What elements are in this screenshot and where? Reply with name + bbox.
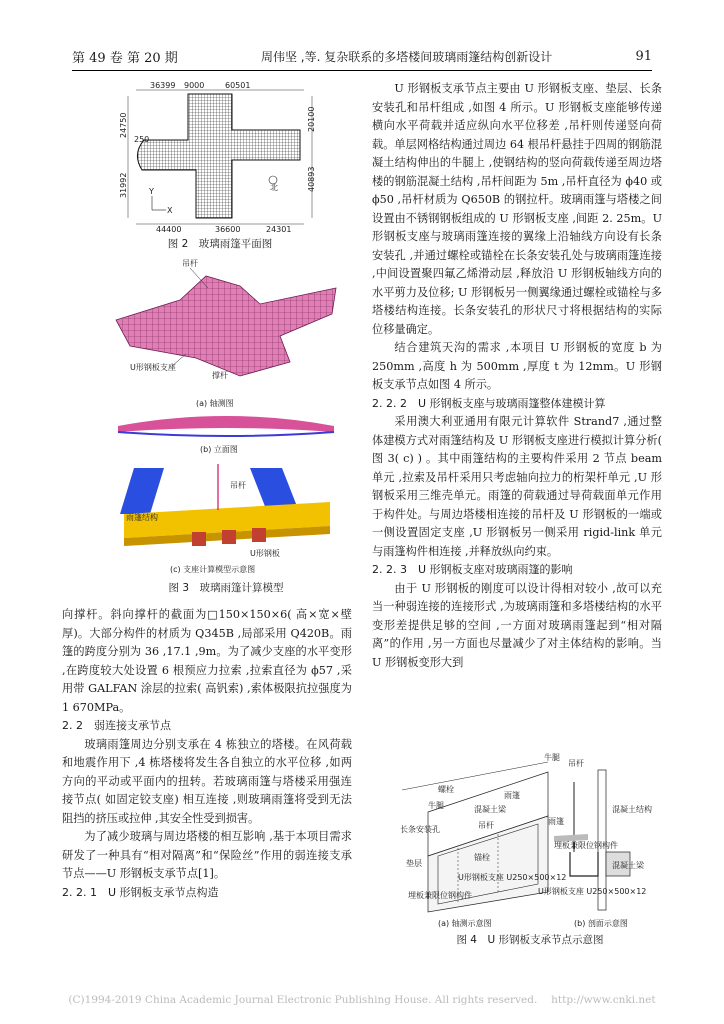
figure-4-caption: 图 4 U 形钢板支承节点示意图 — [456, 934, 604, 946]
fig4-label-14: U形钢板支座 U250×500×12 — [538, 887, 647, 896]
north-label: 北 — [270, 183, 278, 192]
axis-y-label: Y — [149, 187, 154, 196]
fig4-label-2: 螺栓 — [438, 785, 454, 794]
dim-right-2: 40893 — [307, 166, 316, 192]
fig4-label-6: 长条安装孔 — [400, 825, 440, 834]
fig4-label-5: 吊杆 — [478, 821, 494, 830]
left-column — [62, 606, 352, 902]
page-number: 91 — [635, 48, 652, 64]
dim-bot-3: 24301 — [266, 225, 292, 234]
label-u-plate: U形钢板 — [250, 549, 280, 558]
subcaption-c: (c) 支座计算模型示意图 — [170, 565, 256, 574]
label-diaogan: 吊杆 — [182, 259, 198, 268]
subcaption-b: (b) 立面图 — [200, 445, 238, 454]
right-paragraph-2: 结合建筑天沟的需求 ,本项目 U 形钢板的宽度 b 为 250mm ,高度 h 为 500mm ,厚度 t 为 12mm。U 形钢板支承节点如图 4 所示。 — [372, 341, 662, 391]
fig4-label-10: 埋板兼限位钢构件 — [408, 891, 472, 900]
fig4-label-1: 牛腿 — [544, 753, 560, 762]
fig4-subcaption-b: (b) 剖面示意图 — [574, 919, 628, 928]
subcaption-a: (a) 轴测图 — [196, 399, 234, 408]
dim-right-1: 20100 — [307, 106, 316, 132]
fig4-label-15: 混凝土梁 — [612, 861, 644, 870]
fig4-label-9: U形钢板支座 U250×500×12 — [458, 873, 567, 882]
fig4-label-11: 吊杆 — [568, 759, 584, 768]
right-paragraph-3: 采用澳大利亚通用有限元计算软件 Strand7 ,通过整体建模方式对雨篷结构及 U 形钢板支座进行模拟计算分析( 图 3( c) ) 。其中雨篷结构的主要构件采用 2 节点 beam 单元 ,拉索及吊杆采用只考虑轴向拉力的桁架杆单元 ,U 形钢板采用三维壳单元。雨篷的荷载通过导荷载面单元作用于构件处。与周边塔楼相连接的吊杆及 U 形钢板的一端或一侧设置固定支座 ,U 形钢板另一侧采用 rigid-link 单元与雨篷构件相连接 ,并释放纵向约束。 — [372, 415, 662, 558]
section-heading-2-2-2: 2. 2. 2 U 形钢板支座与玻璃雨篷整体建模计算 — [372, 396, 606, 410]
label-diaogan-2: 吊杆 — [230, 481, 246, 490]
copyright-footer: (C)1994-2019 China Academic Journal Electronic Publishing House. All rights reserved. http://www.cnki.net — [68, 994, 656, 1006]
fig4-label-13: 埋板兼限位钢构件 — [554, 841, 618, 850]
axis-x-label: X — [167, 206, 173, 215]
right-paragraph-4: 由于 U 形钢板的刚度可以设计得相对较小 ,故可以充当一种弱连接的连接形式 ,为玻璃雨篷和多塔楼结构的水平变形差提供足够的空间 ,一方面对玻璃雨篷起到“相对隔离”的作用 ,另一方面也尽量减少了对主体结构的影响。当 U 形钢板变形大到 — [372, 581, 662, 669]
label-250: 250 — [134, 135, 150, 144]
dim-left-2: 31992 — [119, 172, 128, 198]
fig4-label-7: 垫层 — [406, 859, 422, 868]
fig4-label-3: 牛腿 — [428, 801, 444, 810]
figure-3-model — [110, 258, 342, 578]
fig4-label-8: 锚栓 — [474, 853, 490, 862]
figure-3-caption: 图 3 玻璃雨篷计算模型 — [168, 582, 284, 594]
dim-left-1: 24750 — [119, 112, 128, 138]
dim-top-2: 9000 — [184, 81, 205, 90]
right-paragraph-1: U 形钢板支承节点主要由 U 形钢板支座、垫层、长条安装孔和吊杆组成 ,如图 4 所示。U 形钢板支座能够传递横向水平荷载并适应纵向水平位移差 ,吊杆则传递竖向荷载。单层网格结构通过周边 64 根吊杆悬挂于四周的钢筋混凝土结构伸出的牛腿上 ,使钢结构的竖向荷载传递至周边塔楼的钢筋混凝土结构 ,吊杆间距为 5m ,吊杆直径为 ϕ40 或 ϕ50 ,吊杆材质为 Q650B 的钢拉杆。玻璃雨篷与塔楼之间设置由不锈钢钢板组成的 U 形钢板支座 ,间距 2. 25m。U 形钢板支座与玻璃雨篷连接的翼缘上沿轴线方向设有长条安装孔 ,并通过螺栓或锚栓在长条安装孔处与玻璃雨篷连接 ,中间设置聚四氟乙烯滑动层 ,释放沿 U 形钢板轴线方向的水平剪力及位移; U 形钢板另一侧翼缘通过螺栓或锚栓与多塔楼结构连接。长条安装孔的形状尺寸将根据结构的实际位移量确定。 — [372, 82, 662, 336]
dim-bot-1: 44400 — [156, 225, 182, 234]
left-paragraph-2: 玻璃雨篷周边分别支承在 4 栋独立的塔楼。在风荷载和地震作用下 ,4 栋塔楼将发生各自独立的水平位移 ,如两方向的平动或平面内的扭转。若玻璃雨篷与塔楼采用强连接节点( 如固定铰支座) 相互连接 ,则玻璃雨篷将受到无法阻挡的挤压或拉伸 ,其安全性受到损害。 — [62, 737, 352, 825]
label-strut: 撑杆 — [212, 371, 228, 380]
section-heading-2-2-1: 2. 2. 1 U 形钢板支承节点构造 — [62, 885, 219, 899]
left-paragraph-3: 为了减少玻璃与周边塔楼的相互影响 ,基于本项目需求研发了一种具有“相对隔离”和“保险丝”作用的弱连接支承节点——U 形钢板支承节点[1]。 — [62, 830, 352, 880]
section-heading-2-2: 2. 2 弱连接支承节点 — [62, 719, 171, 732]
fig4-label-4: 混凝土梁 — [474, 805, 506, 814]
page-header — [72, 46, 652, 66]
fig4-label-12: 混凝土结构 — [612, 805, 652, 814]
figure-4-node — [398, 752, 662, 930]
fig4-subcaption-a: (a) 轴测示意图 — [438, 919, 492, 928]
dim-bot-2: 36600 — [215, 225, 241, 234]
running-title: 周伟坚 ,等. 复杂联系的多塔楼间玻璃雨篷结构创新设计 — [260, 49, 553, 64]
dim-top-3: 60501 — [225, 81, 251, 90]
figure-2-plan — [120, 82, 320, 232]
section-heading-2-2-3: 2. 2. 3 U 形钢板支座对玻璃雨篷的影响 — [372, 563, 573, 576]
left-paragraph-1: 向撑杆。斜向撑杆的截面为□150×150×6( 高×宽×壁厚)。大部分构件的材质为 Q345B ,局部采用 Q420B。雨篷的跨度分别为 36 ,17.1 ,9m。为了减少支座的水平变形 ,在跨度较大处设置 6 根预应力拉索 ,拉索直径为 ϕ57 ,采用带 GALFAN 涂层的拉索( 高钒索) ,索体极限抗拉强度为 1 670MPa。 — [62, 608, 352, 714]
journal-volume: 第 49 卷 第 20 期 — [72, 50, 178, 66]
fig4-label-canopy-b: 雨篷 — [548, 817, 564, 826]
right-column — [372, 80, 662, 672]
label-u-support: U形钢板支座 — [130, 363, 176, 372]
dim-top-1: 36399 — [150, 81, 176, 90]
fig4-label-canopy-a: 雨篷 — [504, 791, 520, 800]
label-canopy: 雨篷结构 — [126, 513, 158, 522]
header-rule — [72, 70, 652, 71]
figure-2-caption: 图 2 玻璃雨篷平面图 — [167, 238, 273, 250]
